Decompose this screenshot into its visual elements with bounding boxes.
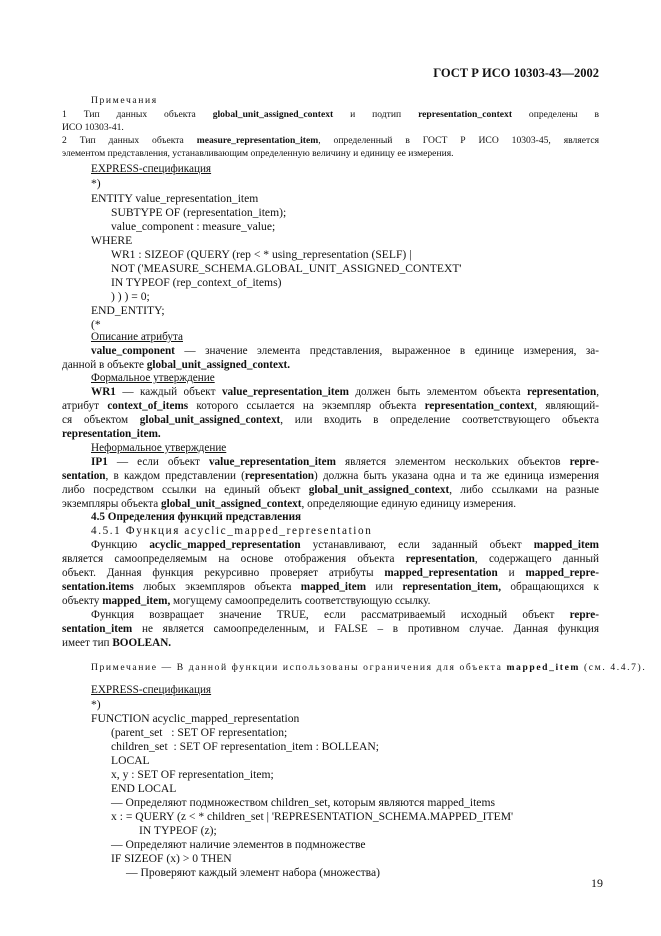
bold-term: IP1 bbox=[91, 456, 108, 468]
text-line: x : = QUERY (z < * children_set | 'REPRESENTATION_SCHEMA.MAPPED_ITEM' bbox=[111, 810, 514, 823]
bold-term: context_of_items bbox=[107, 400, 189, 412]
text-line: *) bbox=[91, 698, 101, 711]
bold-term: value_representation_item bbox=[208, 456, 336, 468]
text-line: Функцию acyclic_mapped_representation устанавливают, если заданный объект mapped_item bbox=[91, 539, 599, 551]
text-line: sentation, в каждом представлении (representation) должна быть указана одна и та же единица измерения bbox=[62, 470, 599, 482]
text-line: (parent_set : SET OF representation; bbox=[111, 726, 288, 739]
document-header: ГОСТ Р ИСО 10303-43—2002 bbox=[433, 66, 599, 80]
text-line: ся объектом global_unit_assigned_context, или входить в определение соответствующего объекта bbox=[62, 414, 600, 426]
text-line: IP1 — если объект value_representation_item является элементом нескольких объектов repre- bbox=[91, 456, 599, 468]
bold-term: value_component bbox=[91, 345, 175, 357]
text-line: (* bbox=[91, 318, 101, 331]
text-line: ) ) ) = 0; bbox=[111, 290, 150, 303]
text-line: 4.5.1 Функция acyclic_mapped_representation bbox=[91, 525, 373, 537]
bold-term: 4.5 Определения функций представления bbox=[91, 511, 302, 523]
bold-term: repre- bbox=[569, 456, 599, 468]
text-line: WHERE bbox=[91, 234, 133, 247]
text-line: value_component : measure_value; bbox=[111, 220, 276, 233]
bold-term: sentation.items bbox=[62, 581, 134, 593]
bold-term: representation bbox=[405, 553, 475, 565]
text-line: Описание атрибута bbox=[91, 331, 183, 343]
text-line: sentation_item не является самоопределенным, и FALSE – в противном случае. Данная функция bbox=[62, 623, 599, 635]
bold-term: mapped_item, bbox=[102, 595, 171, 607]
text-line: IN TYPEOF (z); bbox=[139, 824, 217, 837]
bold-term: sentation bbox=[62, 470, 106, 482]
text-line: EXPRESS-спецификация bbox=[91, 684, 212, 696]
bold-term: mapped_representation bbox=[384, 567, 498, 579]
bold-term: repre- bbox=[569, 609, 599, 621]
bold-term: BOOLEAN. bbox=[112, 637, 172, 649]
text-line: либо посредством ссылки на единый объект global_unit_assigned_context, либо ссылками на разные bbox=[62, 484, 599, 496]
text-line: имеет тип BOOLEAN. bbox=[62, 637, 172, 649]
text-line: Неформальное утверждение bbox=[91, 442, 227, 454]
bold-term: representation bbox=[244, 470, 315, 482]
text-line: x, y : SET OF representation_item; bbox=[111, 768, 274, 781]
bold-term: measure_representation_item bbox=[196, 135, 319, 146]
bold-term: mapped_item bbox=[300, 581, 367, 593]
bold-term: mapped_item bbox=[533, 539, 599, 551]
bold-term: representation_item, bbox=[402, 581, 502, 593]
bold-term: representation bbox=[527, 386, 597, 398]
text-line: NOT ('MEASURE_SCHEMA.GLOBAL_UNIT_ASSIGNED_CONTEXT' bbox=[111, 262, 462, 275]
bold-term: global_unit_assigned_context bbox=[308, 484, 450, 496]
bold-term: representation_item. bbox=[62, 428, 161, 440]
text-line: ENTITY value_representation_item bbox=[91, 192, 259, 205]
text-line: sentation.items любых экземпляров объекта mapped_item или representation_item, обращающихся к bbox=[62, 581, 599, 593]
text-line: IF SIZEOF (x) > 0 THEN bbox=[111, 852, 232, 865]
text-line: Формальное утверждение bbox=[91, 372, 215, 384]
bold-term: global_unit_assigned_context. bbox=[146, 359, 291, 371]
text-line: — Проверяют каждый элемент набора (множества) bbox=[126, 866, 380, 879]
text-line: ИСО 10303-41. bbox=[62, 122, 124, 133]
text-line: элементом представления, устанавливающим определенную величину и единицу ее измерения. bbox=[62, 148, 454, 159]
text-line: SUBTYPE OF (representation_item); bbox=[111, 206, 287, 219]
bold-term: mapped_item bbox=[506, 662, 581, 673]
text-line: — Определяют наличие элементов в подмножестве bbox=[111, 838, 366, 851]
text-line: Примечание — В данной функции использованы ограничения для объекта mapped_item (см. 4.4.7). bbox=[91, 662, 647, 673]
text-line: IN TYPEOF (rep_context_of_items) bbox=[111, 276, 282, 289]
text-line: WR1 : SIZEOF (QUERY (rep < * using_representation (SELF) | bbox=[111, 248, 412, 261]
text-line: EXPRESS-спецификация bbox=[91, 163, 212, 175]
text-line: *) bbox=[91, 177, 101, 190]
text-line: объекту mapped_item, могущему самоопределить соответствующую ссылку. bbox=[62, 595, 431, 607]
text-line bbox=[62, 429, 161, 440]
bold-term: value_representation_item bbox=[221, 386, 349, 398]
text-line: 2 Тип данных объекта measure_representation_item, определенный в ГОСТ Р ИСО 10303-45, является bbox=[62, 135, 599, 146]
bold-term: WR1 bbox=[91, 386, 116, 398]
text-line: — Определяют подмножеством children_set, которым являются mapped_items bbox=[111, 796, 495, 809]
bold-term: mapped_repre- bbox=[525, 567, 599, 579]
text-line: children_set : SET OF representation_item : BOLLEAN; bbox=[111, 740, 380, 753]
text-line: WR1 — каждый объект value_representation_item должен быть элементом объекта representation, bbox=[91, 386, 600, 398]
text-line: экземпляры объекта global_unit_assigned_context, определяющие единую единицу измерения. bbox=[62, 498, 517, 510]
text-line: Примечания bbox=[91, 95, 158, 106]
text-line bbox=[91, 512, 301, 523]
text-line: Функция возвращает значение TRUE, если рассматриваемый исходный объект repre- bbox=[91, 609, 599, 621]
text-line: 1 Тип данных объекта global_unit_assigned_context и подтип representation_context определены в bbox=[62, 109, 599, 120]
bold-term: global_unit_assigned_context bbox=[212, 109, 334, 120]
text-line: является самоопределяемым на основе отображения объекта representation, содержащего данный bbox=[62, 553, 599, 565]
bold-term: representation_context bbox=[418, 109, 513, 120]
page-number: 19 bbox=[591, 876, 603, 890]
bold-term: global_unit_assigned_context bbox=[139, 414, 281, 426]
text-line: FUNCTION acyclic_mapped_representation bbox=[91, 712, 300, 725]
text-line: атрибут context_of_items которого ссылается на экземпляр объекта representation_context, являющий- bbox=[62, 400, 599, 412]
bold-term: acyclic_mapped_representation bbox=[149, 539, 301, 551]
text-line: END_ENTITY; bbox=[91, 304, 165, 317]
bold-term: sentation_item bbox=[62, 623, 133, 635]
text-line: value_component — значение элемента представления, выраженное в единице измерения, за- bbox=[91, 345, 599, 357]
text-line: LOCAL bbox=[111, 754, 150, 767]
bold-term: representation_context bbox=[424, 400, 535, 412]
bold-term: global_unit_assigned_context bbox=[161, 498, 302, 510]
text-line: END LOCAL bbox=[111, 782, 177, 795]
text-line: объект. Данная функция рекурсивно проверяет атрибуты mapped_representation и mapped_repre- bbox=[62, 567, 599, 579]
text-line: данной в объекте global_unit_assigned_context. bbox=[62, 359, 291, 371]
